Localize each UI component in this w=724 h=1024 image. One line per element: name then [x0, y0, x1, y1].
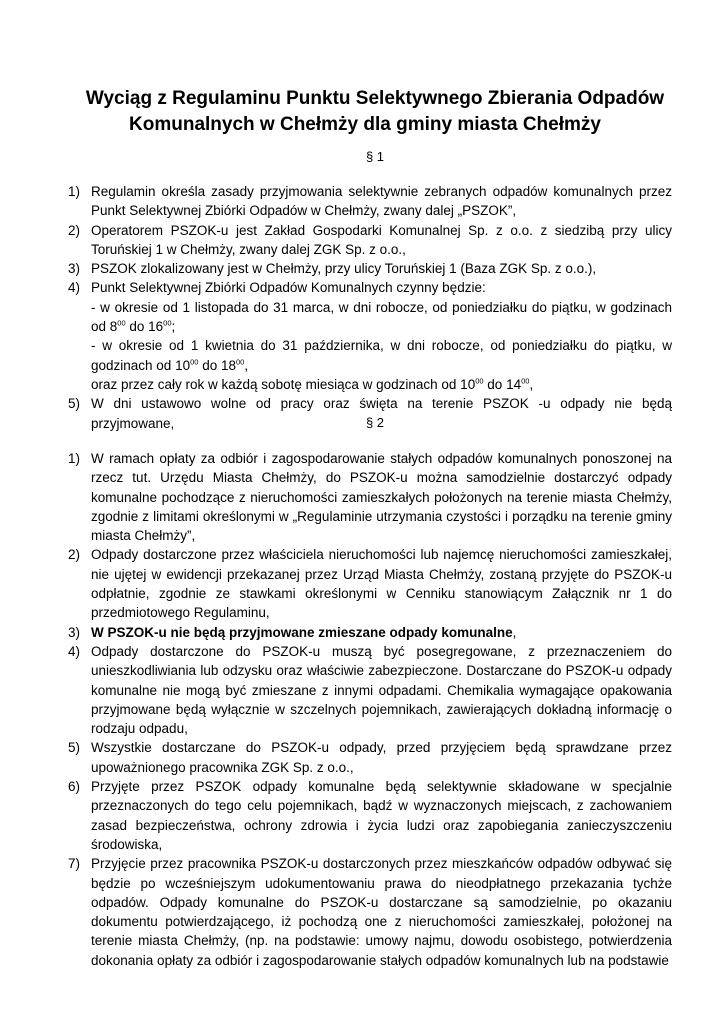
document-title — [0, 86, 724, 138]
list-item: 6) Przyjęte przez PSZOK odpady komunalne będą selektywnie składowane w specjalnie przeznaczonych do tego celu pojemnikach, bądź w wyznaczonych miejscach, z zachowaniem zasad bezpieczeństwa, ochrony zdrowia i życia ludzi oraz zapobiegania zanieczyszczeniu środowiska, — [68, 779, 672, 852]
list-item: 3) W PSZOK-u nie będą przyjmowane zmieszane odpady komunalne, — [68, 624, 517, 640]
list-item: 5) W dni ustawowo wolne od pracy oraz święta na terenie PSZOK -u odpady nie będą przyjmowane, — [68, 396, 672, 431]
list-item: 3) PSZOK zlokalizowany jest w Chełmży, przy ulicy Toruńskiej 1 (Baza ZGK Sp. z o.o.), — [68, 261, 597, 277]
title-line-2: Komunalnych w Chełmży dla gminy miasta Chełmży — [129, 114, 601, 135]
title-line-1: Wyciąg z Regulaminu Punktu Selektywnego Zbierania Odpadów — [85, 88, 665, 109]
section-1-list — [68, 182, 672, 433]
section-2-list — [68, 449, 672, 970]
list-item: 2) Operatorem PSZOK-u jest Zakład Gospodarki Komunalnej Sp. z o.o. z siedzibą przy ulicy Toruńskiej 1 w Chełmży, zwany dalej ZGK Sp. z o.o., — [68, 222, 672, 257]
list-item: 1) Regulamin określa zasady przyjmowania selektywnie zebranych odpadów komunalnych przez Punkt Selektywnej Zbiórki Odpadów w Chełmży, zwany dalej „PSZOK”, — [68, 184, 672, 219]
hours-winter: - w okresie od 1 listopada do 31 marca, w dni robocze, od poniedziałku do piątku, w godzinach od $8^{00}$ do $16^{00}$; — [91, 299, 672, 335]
hours-saturday: oraz przez cały rok w każdą sobotę miesiąca w godzinach od $10^{00}$ do $14^{00}$, — [91, 376, 534, 392]
section-2-heading: § 2 — [365, 415, 385, 430]
hours-intro: Punkt Selektywnej Zbiórki Odpadów Komunalnych czynny będzie: — [91, 280, 486, 296]
section-1-heading: § 1 — [365, 149, 385, 164]
list-item: 7) Przyjęcie przez pracownika PSZOK-u dostarczonych przez mieszkańców odpadów odbywać się będzie po wcześniejszym udokumentowaniu prawa do nieodpłatnego przekazania tychże odpadów. Odpady komunalne do PSZOK-u dostarczane są samodzielnie, po okazaniu dokumentu potwierdzającego, iż pochodzą one z nieruchomości zamieszkałej, położonej na terenie miasta Chełmży, (np. na podstawie: umowy najmu, dowodu osobistego, potwierdzenia dokonania opłaty za odbiór i zagospodarowanie stałych odpadów komunalnych lub na podstawie — [68, 856, 672, 968]
bold-notice: W PSZOK-u nie będą przyjmowane zmieszane odpady komunalne — [91, 624, 513, 640]
list-item: 5) Wszystkie dostarczane do PSZOK-u odpady, przed przyjęciem będą sprawdzane przez upoważnionego pracownika ZGK Sp. z o.o., — [68, 740, 672, 775]
list-item-opening-hours: 4) Punkt Selektywnej Zbiórki Odpadów Komunalnych czynny będzie: - w okresie od 1 listopada do 31 marca, w dni robocze, od poniedziałku do piątku, w godzinach od $8^{00}$ do $16^{00}$; - w okresie od 1 kwietnia do 31 października, w dni robocze, od poniedziałku do piątku, w godzinach od $10^{00}$ do $18^{00}$, oraz przez cały rok w każdą sobotę miesiąca w godzinach od $10^{00}$ do $14^{00}$, — [68, 278, 672, 394]
list-item: 1) W ramach opłaty za odbiór i zagospodarowanie stałych odpadów komunalnych ponoszonej na rzecz tut. Urzędu Miasta Chełmży, do PSZOK-u można samodzielnie dostarczyć odpady komunalne pochodzące z nieruchomości zamieszkałych położonych na terenie miasta Chełmży, zgodnie z limitami określonymi w „Regulaminie utrzymania czystości i porządku na terenie gminy miasta Chełmży”, — [68, 451, 672, 544]
hours-summer: - w okresie od 1 kwietnia do 31 października, w dni robocze, od poniedziałku do piątku, w godzinach od $10^{00}$ do $18^{00}$, — [91, 338, 672, 373]
list-item: 2) Odpady dostarczone przez właściciela nieruchomości lub najemcę nieruchomości zamieszkałej, nie ujętej w ewidencji przekazanej przez Urząd Miasta Chełmży, zostaną przyjęte do PSZOK-u odpłatnie, zgodnie ze stawkami określonymi w Cenniku stanowiącym Załącznik nr 1 do przedmiotowego Regulaminu, — [68, 547, 672, 621]
list-item: 4) Odpady dostarczone do PSZOK-u muszą być posegregowane, z przeznaczeniem do unieszkodliwiania lub odzysku oraz właściwie zabezpieczone. Dostarczane do PSZOK-u odpady komunalne nie mogą być zmieszane z innymi odpadami. Chemikalia wymagające opakowania przyjmowane będą wyłącznie w szczelnych pojemnikach, zawierających dokładną informację o rodzaju odpadu, — [68, 643, 672, 737]
